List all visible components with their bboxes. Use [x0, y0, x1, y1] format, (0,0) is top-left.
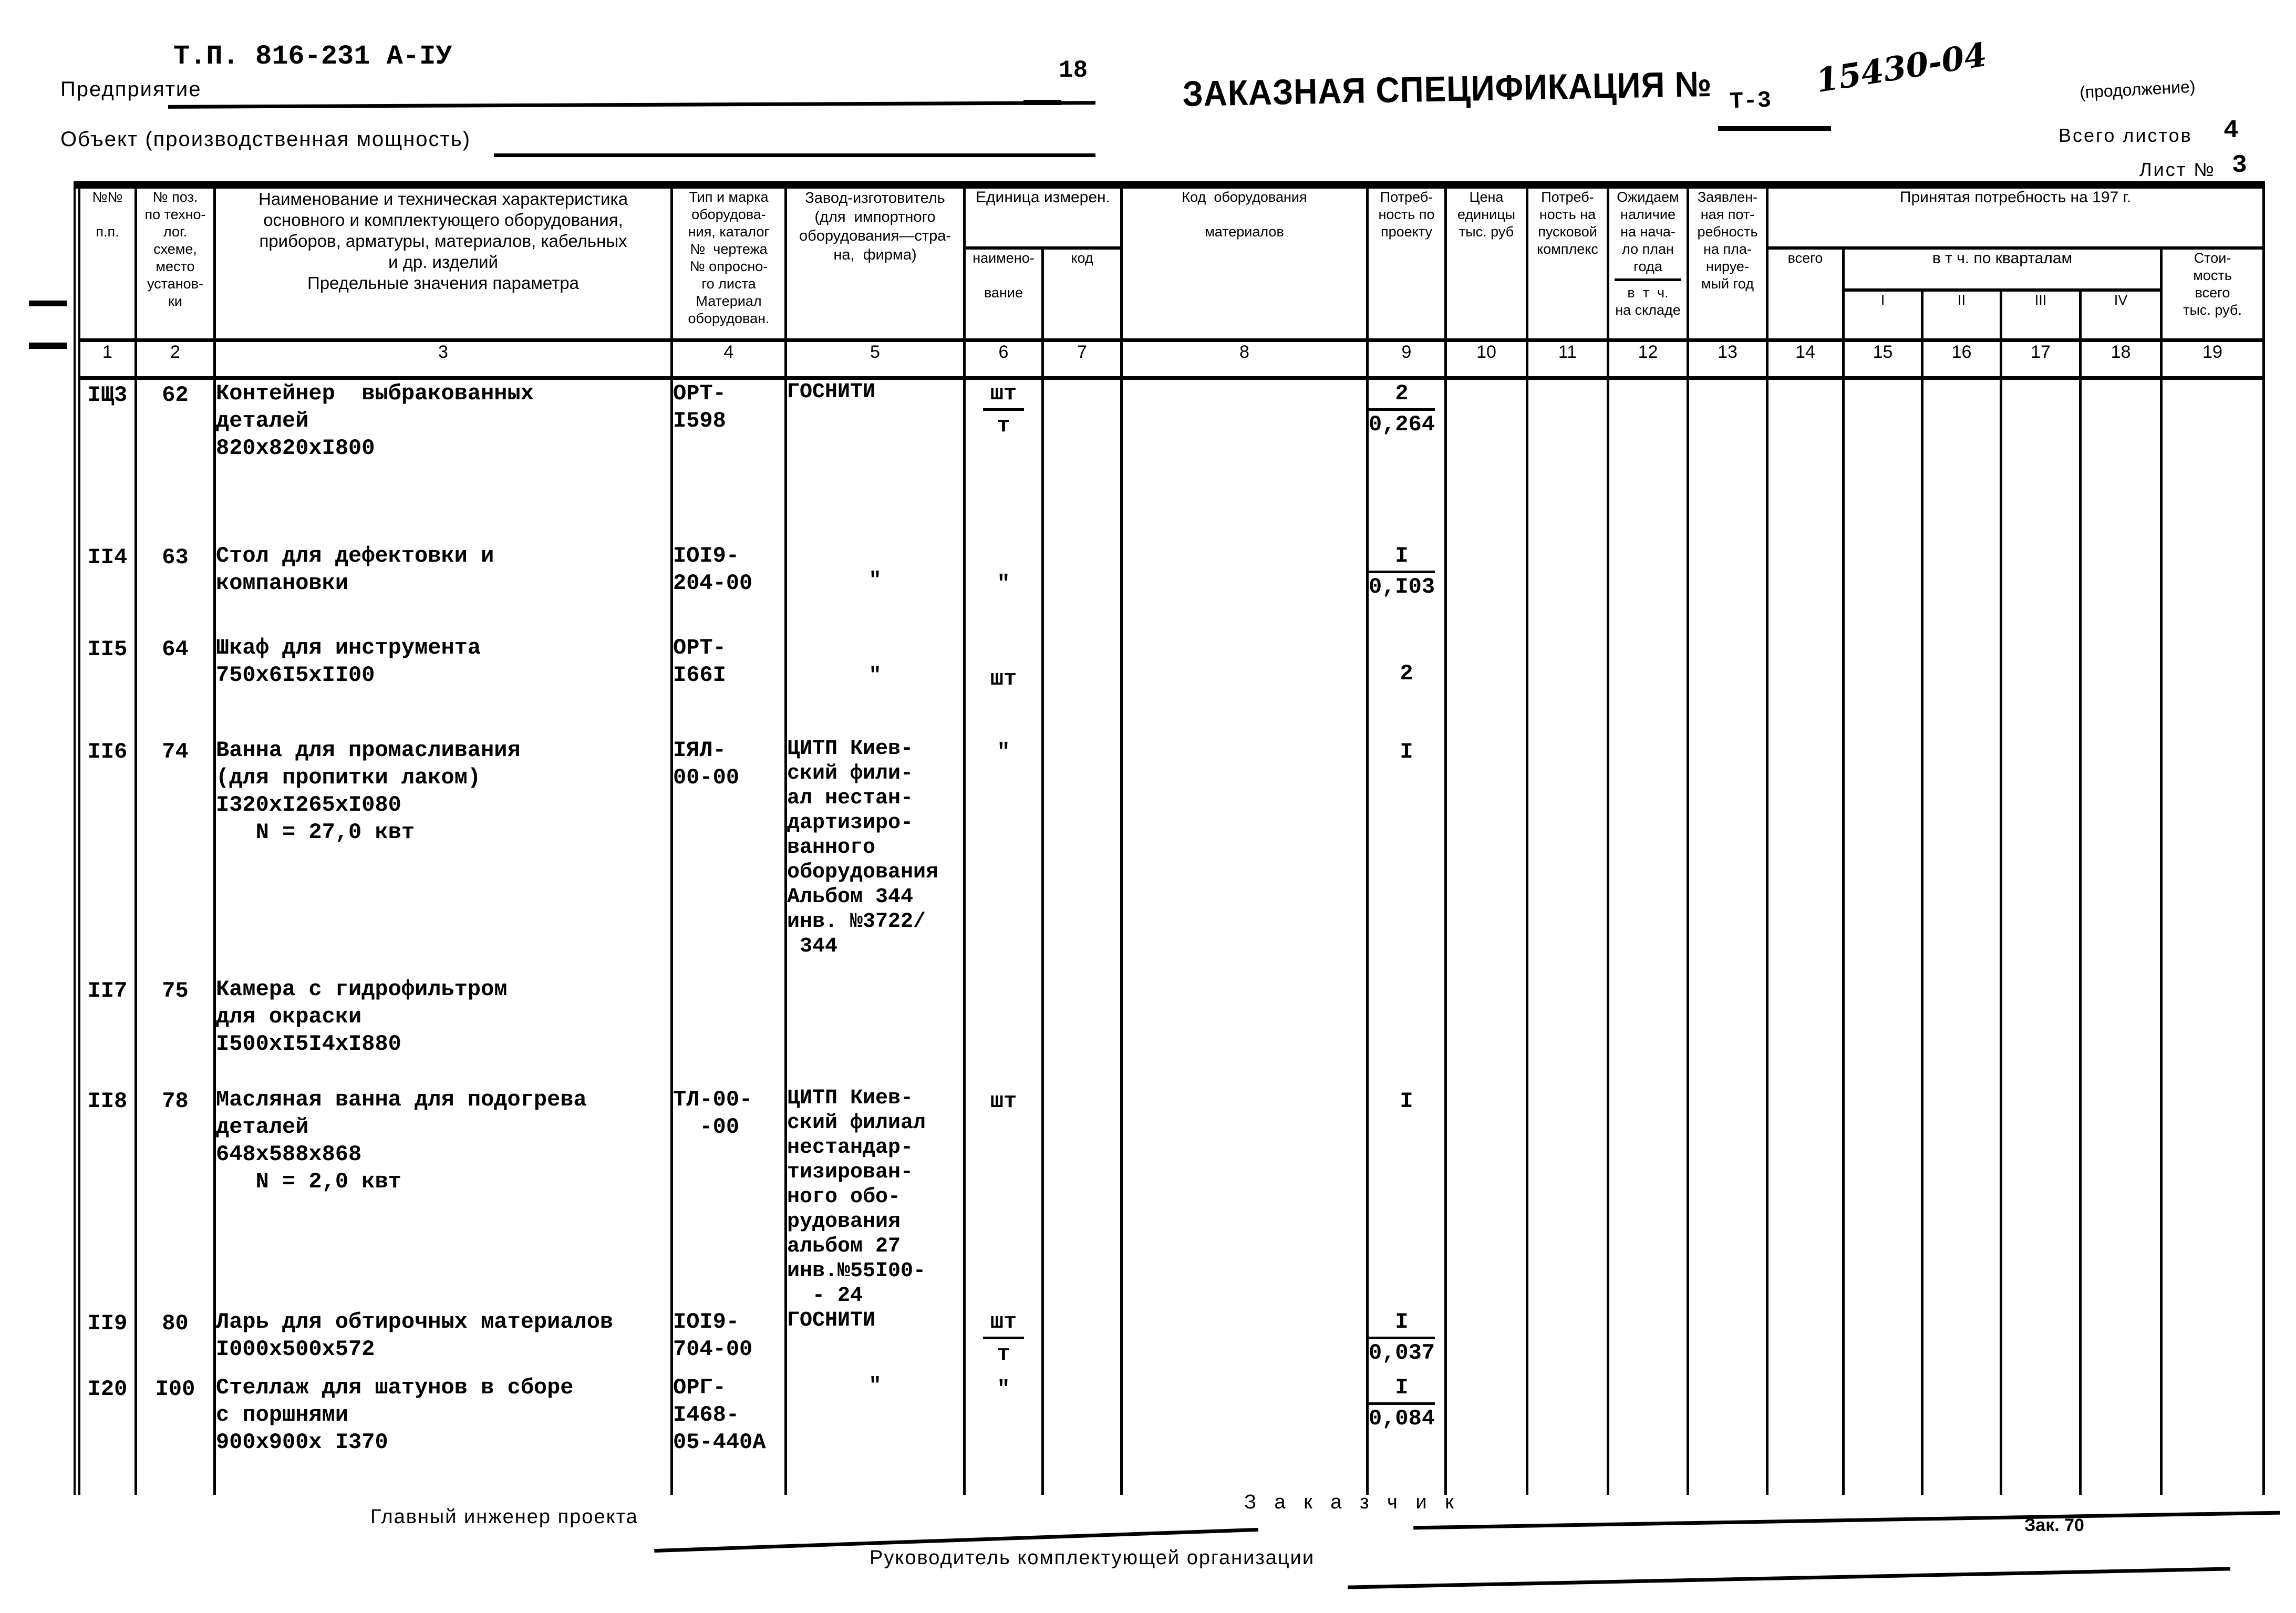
cell-row-num: IЩ3	[77, 378, 136, 542]
customer-label: З а к а з ч и к	[1244, 1491, 1460, 1513]
object-label: Объект (производственная мощность)	[60, 128, 471, 151]
cell-manufacturer: "	[786, 634, 965, 737]
cell-position: 75	[136, 976, 215, 1086]
cell-type: ТЛ-00- -00	[672, 1086, 786, 1308]
cell-row-num: II8	[77, 1086, 136, 1308]
col-header-1: №№ п.п.	[77, 185, 136, 340]
table-row	[77, 634, 2264, 737]
sheet-value: 3	[2232, 151, 2247, 180]
cell-position: I00	[136, 1374, 215, 1495]
col-number: 4	[672, 340, 786, 378]
cell-unit: шт	[965, 1086, 1043, 1308]
col-number: 3	[215, 340, 672, 378]
cell-material-code	[1122, 976, 1368, 1086]
col-header-10: Цена единицы тыс. руб	[1446, 185, 1527, 340]
cell-type	[672, 976, 786, 1086]
col-number: 1	[77, 340, 136, 378]
cell-unit: $\frac{шт}{т}$	[965, 1308, 1043, 1374]
col-header-6: наимено- вание	[965, 248, 1043, 340]
cell-quantity	[1368, 976, 1446, 1086]
cell-manufacturer: "	[786, 542, 965, 634]
col-number: 14	[1767, 340, 1844, 378]
cell-quantity: I	[1368, 737, 1446, 976]
cell-material-code	[1122, 1308, 1368, 1374]
cell-code	[1043, 1086, 1122, 1308]
col-header-9: Потреб- ность по проекту	[1368, 185, 1446, 340]
col-number: 16	[1922, 340, 2001, 378]
cell-manufacturer	[786, 976, 965, 1086]
table-row	[77, 976, 2264, 1086]
margin-dash-1	[1023, 100, 1061, 105]
col-header-11: Потреб- ность на пусковой комплекс	[1527, 185, 1608, 340]
cell-manufacturer: ЦИТП Киев- ский фили- ал нестан- дартизиро- ванного оборудования Альбом 344 инв. №3722/ 344	[786, 737, 965, 976]
cell-code	[1043, 634, 1122, 737]
cell-position: 62	[136, 378, 215, 542]
cell-unit: $\frac{шт}{т}$	[965, 378, 1043, 542]
spec-title: ЗАКАЗНАЯ СПЕЦИФИКАЦИЯ №	[1182, 64, 1712, 114]
col-header-16: II	[1922, 290, 2001, 340]
cell-manufacturer: ГОСНИТИ	[786, 378, 965, 542]
cell-material-code	[1122, 634, 1368, 737]
enterprise-underline	[168, 101, 1095, 109]
col-header-3: Наименование и техническая характеристика основного и комплектующего оборудования, приборов, арматуры, материалов, кабельных и др. изделий Предельные значения параметра	[215, 185, 672, 340]
sheets-total-value: 4	[2223, 117, 2239, 145]
col-group-accepted: Принятая потребность на 197 г.	[1767, 185, 2264, 248]
cell-unit: "	[965, 542, 1043, 634]
cell-unit: "	[965, 1374, 1043, 1495]
cell-manufacturer: ГОСНИТИ	[786, 1308, 965, 1374]
top-page-number: 18	[1059, 57, 1088, 84]
cell-material-code	[1122, 542, 1368, 634]
cell-quantity: $\frac{2}{0,264}$	[1368, 378, 1446, 542]
enterprise-value: Т.П. 816-231 А-IУ	[173, 41, 452, 72]
cell-position: 80	[136, 1308, 215, 1374]
col-header-19: Стои- мость всего тыс. руб.	[2161, 248, 2264, 340]
col-number: 15	[1844, 340, 1922, 378]
cell-manufacturer: "	[786, 1374, 965, 1495]
cell-unit	[965, 976, 1043, 1086]
cell-position: 63	[136, 542, 215, 634]
cell-code	[1043, 976, 1122, 1086]
customer-signature-line	[1413, 1511, 2280, 1530]
col-number: 19	[2161, 340, 2264, 378]
col-number: 12	[1608, 340, 1688, 378]
cell-code	[1043, 737, 1122, 976]
col-header-4: Тип и марка оборудова- ния, каталог № чертежа № опросно- го листа Материал оборудован.	[672, 185, 786, 340]
cell-row-num: II4	[77, 542, 136, 634]
margin-dash-2	[29, 301, 67, 306]
cell-type: ОРТ- I66I	[672, 634, 786, 737]
chief-engineer-label: Главный инженер проекта	[370, 1506, 638, 1528]
cell-name: Камера с гидрофильтром для окраски I500хI5I4хI880	[215, 976, 672, 1086]
cell-position: 78	[136, 1086, 215, 1308]
margin-dash-3	[29, 343, 67, 349]
cell-code	[1043, 542, 1122, 634]
cell-unit: шт	[965, 634, 1043, 737]
cell-type: IOI9- 204-00	[672, 542, 786, 634]
cell-position: 64	[136, 634, 215, 737]
cell-name: Ванна для промасливания (для пропитки лаком) I320хI265хI080 N = 27,0 квт	[215, 737, 672, 976]
cell-material-code	[1122, 1086, 1368, 1308]
cell-row-num: II5	[77, 634, 136, 737]
col-header-13: Заявлен- ная пот- ребность на пла- нируе- мый год	[1688, 185, 1767, 340]
table-row	[77, 1374, 2264, 1495]
col-header-14: всего	[1767, 248, 1844, 340]
col-number: 11	[1527, 340, 1608, 378]
col-header-18: IV	[2081, 290, 2161, 340]
column-number-row	[77, 340, 2264, 378]
spec-number-handwritten: 15430-04	[1813, 35, 1990, 100]
col-number: 7	[1043, 340, 1122, 378]
cell-code	[1043, 1308, 1122, 1374]
table-row	[77, 378, 2264, 542]
cell-quantity: 2	[1368, 634, 1446, 737]
sheet-label: Лист №	[2139, 159, 2216, 180]
col-number: 9	[1368, 340, 1446, 378]
col-number: 10	[1446, 340, 1527, 378]
cell-code	[1043, 1374, 1122, 1495]
cell-row-num: II6	[77, 737, 136, 976]
cell-material-code	[1122, 737, 1368, 976]
cell-quantity: $\frac{I}{0,037}$	[1368, 1308, 1446, 1374]
cell-name: Шкаф для инструмента 750х6I5хII00	[215, 634, 672, 737]
sheets-total-label: Всего листов	[2059, 125, 2192, 146]
cell-name: Стеллаж для шатунов в сборе с поршнями 900х900х I370	[215, 1374, 672, 1495]
enterprise-label: Предприятие	[60, 78, 202, 101]
cell-type: IOI9- 704-00	[672, 1308, 786, 1374]
table-row	[77, 737, 2264, 976]
cell-name: Контейнер выбракованных деталей 820х820хI800	[215, 378, 672, 542]
cell-row-num: II7	[77, 976, 136, 1086]
cell-material-code	[1122, 378, 1368, 542]
col-header-12-top: Ожидаем наличие на нача- ло план года	[1617, 189, 1679, 274]
col-number: 18	[2081, 340, 2161, 378]
col-number: 13	[1688, 340, 1767, 378]
table-row	[77, 542, 2264, 634]
col-header-12-divider	[1615, 278, 1681, 281]
col-header-17: III	[2001, 290, 2081, 340]
col-header-7: код	[1043, 248, 1122, 340]
table-row	[77, 1086, 2264, 1308]
cell-quantity: $\frac{I}{0,I03}$	[1368, 542, 1446, 634]
cell-name: Стол для дефектовки и компановки	[215, 542, 672, 634]
col-header-12-bottom: в т ч. на складе	[1615, 285, 1681, 318]
col-header-15: I	[1844, 290, 1922, 340]
cell-name: Масляная ванна для подогрева деталей 648х588х868 N = 2,0 квт	[215, 1086, 672, 1308]
order-note: Зак. 70	[2024, 1515, 2084, 1535]
cell-unit: "	[965, 737, 1043, 976]
manager-signature-line	[1348, 1567, 2230, 1589]
continuation-note: (продолжение)	[2079, 77, 2196, 102]
cell-row-num: II9	[77, 1308, 136, 1374]
cell-type: ОРГ- I468- 05-440А	[672, 1374, 786, 1495]
table-row	[77, 1308, 2264, 1374]
cell-quantity: I	[1368, 1086, 1446, 1308]
cell-material-code	[1122, 1374, 1368, 1495]
col-number: 8	[1122, 340, 1368, 378]
col-number: 2	[136, 340, 215, 378]
cell-row-num: I20	[77, 1374, 136, 1495]
specification-table	[74, 181, 2265, 1495]
col-header-12	[1608, 185, 1688, 340]
cell-manufacturer: ЦИТП Киев- ский филиал нестандар- тизирован- ного обо- рудования альбом 27 инв.№55I00- - 24	[786, 1086, 965, 1308]
cell-position: 74	[136, 737, 215, 976]
col-number: 17	[2001, 340, 2081, 378]
col-header-2: № поз. по техно- лог. схеме, место установ- ки	[136, 185, 215, 340]
spec-number-prefix: Т-3	[1729, 87, 1772, 116]
spec-number-underline	[1718, 126, 1831, 131]
col-header-5: Завод-изготовитель (для импортного оборудования—стра- на, фирма)	[786, 185, 965, 340]
object-underline	[494, 153, 1095, 157]
col-header-8: Код оборудования материалов	[1122, 185, 1368, 340]
cell-code	[1043, 378, 1122, 542]
cell-type: IЯЛ- 00-00	[672, 737, 786, 976]
col-group-quarters: в т ч. по кварталам	[1844, 248, 2161, 290]
cell-type: ОРТ- I598	[672, 378, 786, 542]
manager-label: Руководитель комплектующей организации	[870, 1547, 1315, 1569]
col-number: 5	[786, 340, 965, 378]
col-group-units: Единица измерен.	[965, 185, 1122, 248]
col-number: 6	[965, 340, 1043, 378]
cell-name: Ларь для обтирочных материалов I000х500х572	[215, 1308, 672, 1374]
cell-quantity: $\frac{I}{0,084}$	[1368, 1374, 1446, 1495]
